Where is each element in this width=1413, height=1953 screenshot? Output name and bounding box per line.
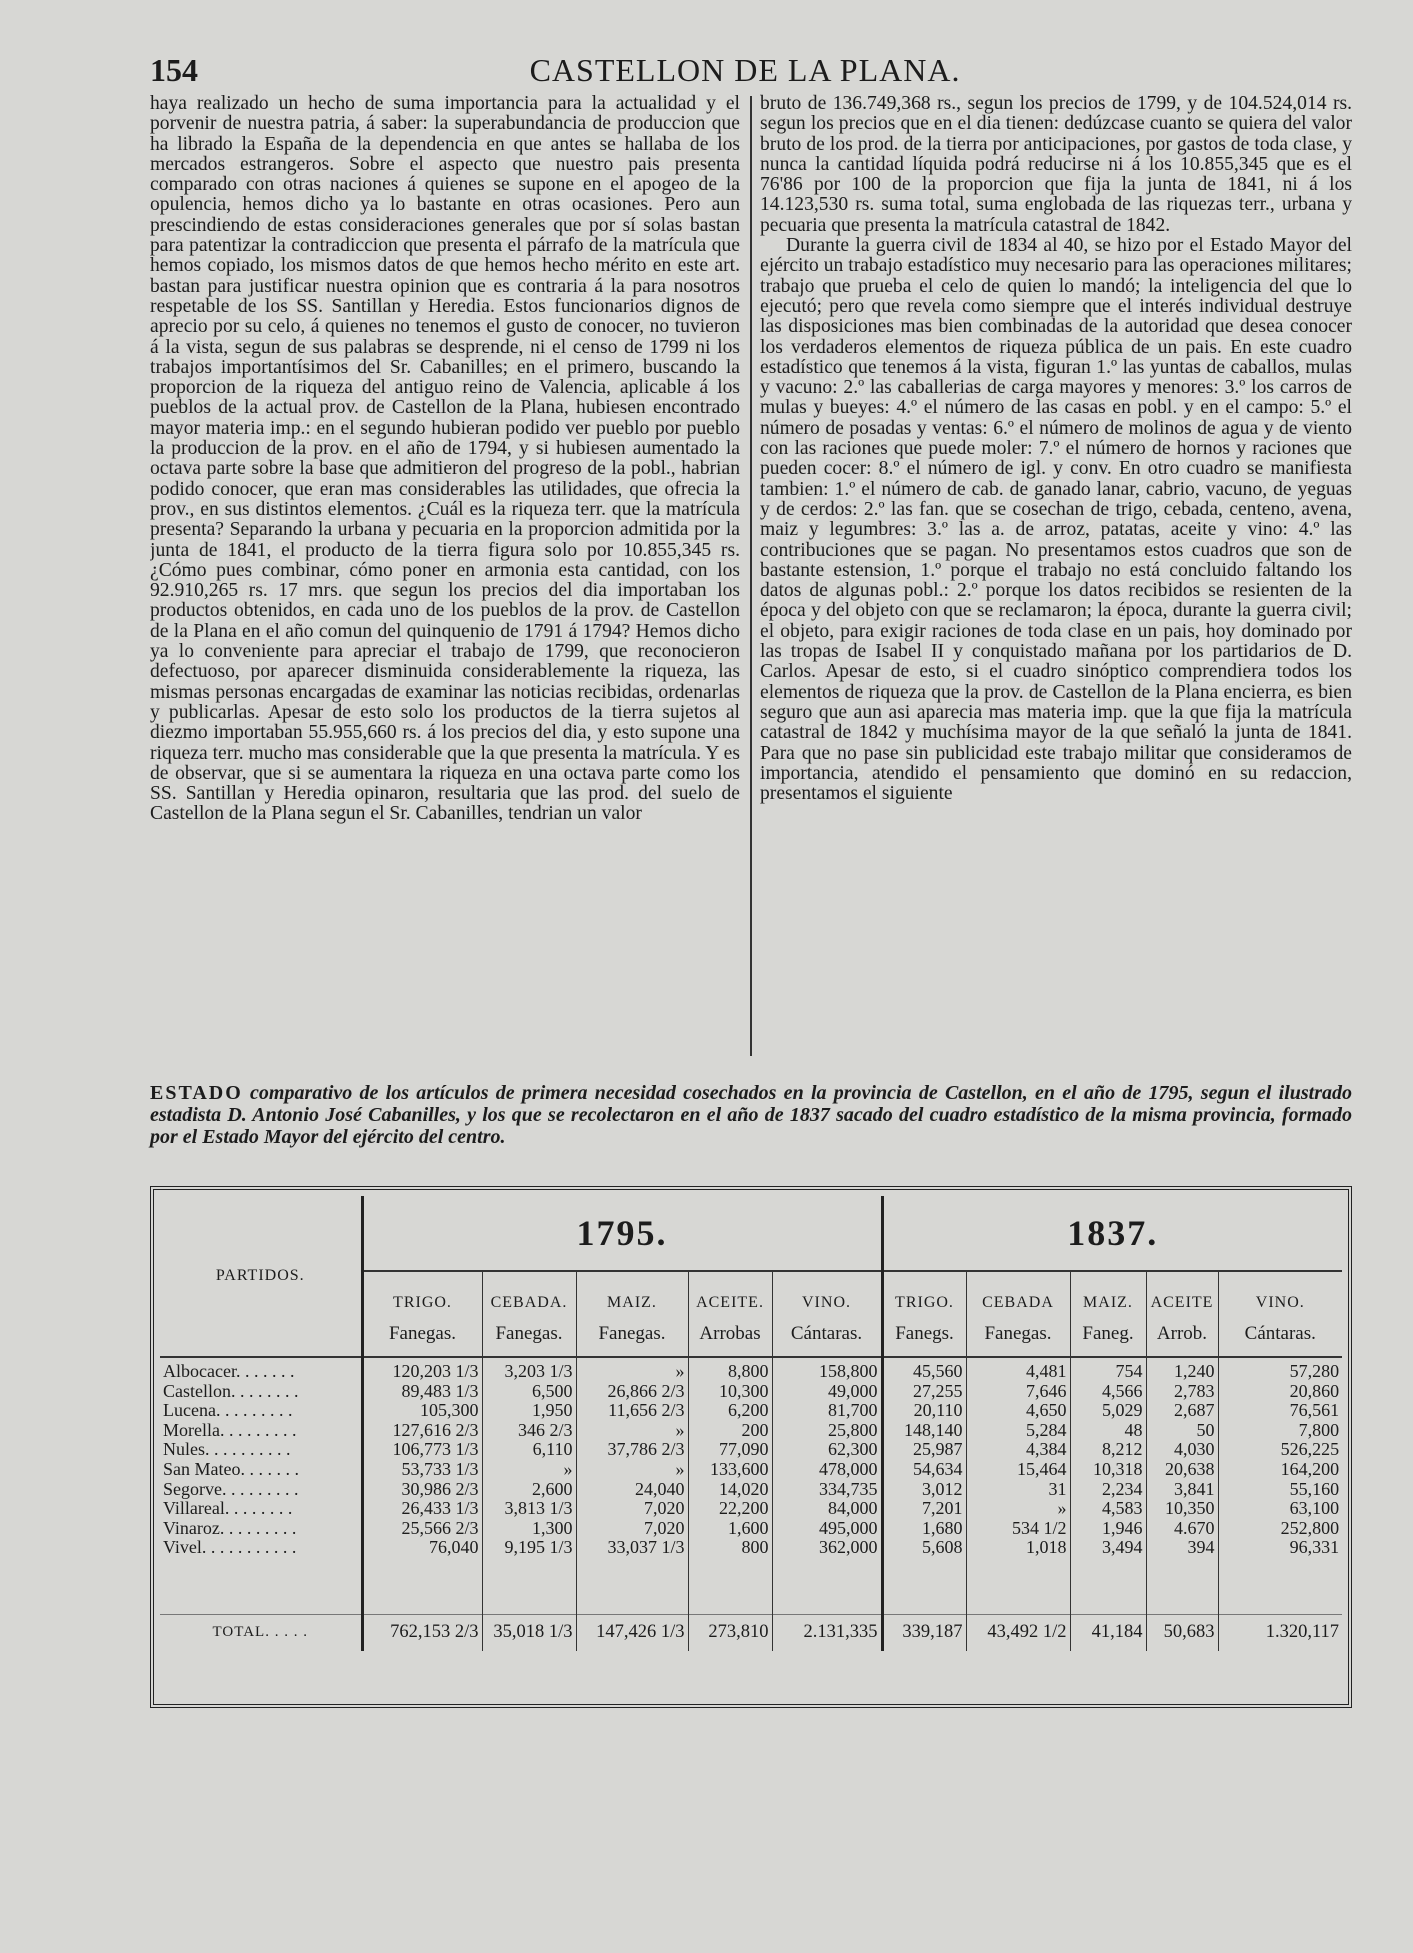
table-cell: 200 [688,1421,772,1441]
table-cell: 25,987 [882,1440,966,1460]
table-cell: 4,650 [966,1401,1070,1421]
crop-header: CEBADA [966,1271,1070,1312]
spacer-cell [966,1558,1070,1615]
unit-header: Arrobas [688,1312,772,1357]
table-cell: 4,481 [966,1357,1070,1382]
table-cell: 5,029 [1070,1401,1146,1421]
table-cell: 20,638 [1146,1460,1218,1480]
table-cell: 334,735 [772,1480,882,1500]
crop-header: MAIZ. [1070,1271,1146,1312]
page-number: 154 [150,52,198,88]
table-body [160,1357,1342,1651]
table-cell: 7,020 [576,1499,688,1519]
partido-name: Castellon. . . . . . . . [163,1381,299,1401]
table-cell: 7,201 [882,1499,966,1519]
spacer-cell [1070,1558,1146,1615]
table-cell: 7,646 [966,1382,1070,1402]
spacer-cell [882,1558,966,1615]
partido-name: Villareal. . . . . . . . [163,1499,293,1519]
table-cell: 27,255 [882,1382,966,1402]
table-cell: 76,561 [1218,1401,1342,1421]
table-title-lead: ESTADO [150,1082,243,1104]
table-cell: 35,018 1/3 [482,1614,576,1651]
table-cell: 33,037 1/3 [576,1538,688,1558]
table-cell: 96,331 [1218,1538,1342,1558]
statistics-table [160,1196,1342,1651]
spacer-cell [576,1558,688,1615]
table-cell: 50 [1146,1421,1218,1441]
table-row [160,1401,1342,1421]
table-cell: 3,813 1/3 [482,1499,576,1519]
table-cell: 1.320,117 [1218,1614,1342,1651]
unit-header: Fanegs. [882,1312,966,1357]
table-row [160,1519,1342,1539]
table-cell: 158,800 [772,1357,882,1382]
table-cell: 63,100 [1218,1499,1342,1519]
table-cell: 394 [1146,1538,1218,1558]
table-cell: 76,040 [362,1538,482,1558]
table-cell: 4,566 [1070,1382,1146,1402]
partidos-header: PARTIDOS. [160,1196,362,1357]
table-cell: 26,866 2/3 [576,1382,688,1402]
unit-header: Cántaras. [772,1312,882,1357]
table-cell: 10,318 [1070,1460,1146,1480]
table-cell: 273,810 [688,1614,772,1651]
table-cell: 8,800 [688,1357,772,1382]
right-text-column [760,94,1352,1058]
table-cell: 127,616 2/3 [362,1421,482,1441]
table-cell: 164,200 [1218,1460,1342,1480]
table-cell: 45,560 [882,1357,966,1382]
table-cell: 89,483 1/3 [362,1382,482,1402]
column-divider [750,96,752,1056]
table-cell: 148,140 [882,1421,966,1441]
table-cell: 54,634 [882,1460,966,1480]
table-cell: 133,600 [688,1460,772,1480]
table-cell: 22,200 [688,1499,772,1519]
table-cell: 106,773 1/3 [362,1440,482,1460]
table-cell: 41,184 [1070,1614,1146,1651]
year-1795-header: 1795. [362,1196,882,1271]
partido-name: San Mateo. . . . . . . [163,1459,299,1479]
unit-header: Fanegas. [482,1312,576,1357]
table-cell: 26,433 1/3 [362,1499,482,1519]
partido-name: TOTAL. . . . . [160,1614,362,1651]
left-paragraph-1: haya realizado un hecho de suma importancia para la actualidad y el porvenir de nuestra patria, á saber: la superabundancia de produccion que ha librado la España de la dependencia en que antes se hallaba de los mercados estrangeros. Sobre el aspecto que nuestro pais presenta comparado con otras naciones á quienes se supone en el apogeo de la opulencia, hemos dicho ya lo bastante en otras ocasiones. Pero aun prescindiendo de estas consideraciones generales que por sí solas bastan para patentizar la contradiccion que presenta el párrafo de la matrícula que hemos copiado, los mismos datos de que hemos hecho mérito en este art. bastan para justificar nuestra opinion que es contraria á la para nosotros respetable de los SS. Santillan y Heredia. Estos funcionarios dignos de aprecio por su celo, á quienes no tenemos el gusto de conocer, no tuvieron á la vista, segun de sus palabras se desprende, ni el censo de 1799 ni los trabajos importantísimos del Sr. Cabanilles; en el primero, buscando la proporcion de la riqueza del antiguo reino de Valencia, aplicable á los pueblos de la actual prov. de Castellon de la Plana, hubiesen encontrado mayor materia imp.: en el segundo hubieran podido ver pueblo por pueblo la produccion de la prov. en el año de 1794, y si hubiesen aumentado la octava parte sobre la base que admitieron del progreso de la pobl., habrian podido conocer, que eran mas considerables las utilidades, que ofrecia la prov., en sus distintos elementos. ¿Cuál es la riqueza terr. que la matrícula presenta? Separando la urbana y pecuaria en la proporcion admitida por la junta de 1841, el producto de la tierra figura solo por 10.855,345 rs. ¿Cómo pues combinar, cómo poner en armonia esta cantidad, con los 92.910,265 rs. 17 mrs. que segun los precios del dia importaban los productos obtenidos, en cada uno de los pueblos de la prov. de Castellon de la Plana en el año comun del quinquenio de 1791 á 1794? Hemos dicho ya lo conveniente para apreciar el trabajo de 1799, que reconocieron defectuoso, por aparecer disminuida considerablemente la riqueza, las mismas personas encargadas de examinar las noticias recibidas, ordenarlas y publicarlas. Apesar de esto solo los productos de la tierra sujetos al diezmo importaban 55.955,660 rs. á los precios del dia, y esto supone una riqueza terr. mucho mas considerable que la que presenta la matrícula. Y es de observar, que si se aumentara la riqueza en una octava parte como los SS. Santillan y Heredia opinaron, resultaria que las prod. del suelo de Castellon de la Plana segun el Sr. Cabanilles, tendrian un valor [150,94,740,825]
table-cell: 53,733 1/3 [362,1460,482,1480]
table-row [160,1440,1342,1460]
table-cell: 4,030 [1146,1440,1218,1460]
table-cell: 49,000 [772,1382,882,1402]
table-cell: 10,300 [688,1382,772,1402]
spacer-row [160,1558,1342,1615]
spacer-cell [688,1558,772,1615]
table-cell: 5,608 [882,1538,966,1558]
spacer-cell [482,1558,576,1615]
table-cell: » [576,1460,688,1480]
table-cell: 3,494 [1070,1538,1146,1558]
table-cell: 495,000 [772,1519,882,1539]
table-cell: 1,300 [482,1519,576,1539]
table-cell: 43,492 1/2 [966,1614,1070,1651]
table-row [160,1480,1342,1500]
table-cell: 2,783 [1146,1382,1218,1402]
table-cell: 25,566 2/3 [362,1519,482,1539]
spacer-cell [1218,1558,1342,1615]
crop-header: TRIGO. [362,1271,482,1312]
crop-header: ACEITE. [688,1271,772,1312]
table-cell: 7,800 [1218,1421,1342,1441]
table-cell: 252,800 [1218,1519,1342,1539]
table-cell: 800 [688,1538,772,1558]
table-cell: » [576,1421,688,1441]
table-cell: 14,020 [688,1480,772,1500]
left-text-column [150,94,740,1058]
partido-name: Morella. . . . . . . . . [163,1420,297,1440]
table-cell: 3,012 [882,1480,966,1500]
table-cell: 37,786 2/3 [576,1440,688,1460]
table-cell: 30,986 2/3 [362,1480,482,1500]
table-cell: » [576,1357,688,1382]
table-cell: 77,090 [688,1440,772,1460]
crop-header: ACEITE [1146,1271,1218,1312]
table-cell: 3,203 1/3 [482,1357,576,1382]
table-cell: 55,160 [1218,1480,1342,1500]
table-cell: 754 [1070,1357,1146,1382]
table-cell: 6,500 [482,1382,576,1402]
table-cell: 1,240 [1146,1357,1218,1382]
table-cell: 15,464 [966,1460,1070,1480]
table-cell: 362,000 [772,1538,882,1558]
total-row [160,1614,1342,1651]
right-paragraph-2: Durante la guerra civil de 1834 al 40, se hizo por el Estado Mayor del ejército un trabajo estadístico muy necesario para las operaciones militares; trabajo que prueba el celo de quien lo mandó; la inteligencia del que lo ejecutó; pero que revela como siempre que el interés individual destruye las disposiciones mas bien combinadas de la autoridad que desea conocer los verdaderos elementos de riqueza pública de un pais. En este cuadro estadístico que tenemos á la vista, figuran 1.º las yuntas de caballos, mulas y vacuno: 2.º las caballerias de carga mayores y menores: 3.º los carros de mulas y bueyes: 4.º el número de las casas en pobl. y en el campo: 5.º el número de posadas y ventas: 6.º el número de molinos de agua y de viento con las raciones que puede moler: 7.º el número de hornos y raciones que pueden cocer: 8.º el número de igl. y conv. En otro cuadro se manifiesta tambien: 1.º el número de cab. de ganado lanar, cabrio, vacuno, de yeguas y de cerdos: 2.º las fan. que se cosechan de trigo, cebada, centeno, avena, maiz y legumbres: 3.º las a. de arroz, patatas, aceite y vino: 4.º las contribuciones que se pagan. No presentamos estos cuadros que son de bastante estension, 1.º porque el trabajo no está concluido faltando los datos de algunas pobl.: 2.º porque los datos recibidos se resienten de la época y del objeto con que se reclamaron; la época, durante la guerra civil; el objeto, para exigir raciones de toda clase en un pais, hoy dominado por las tropas de Isabel II y conquistado mañana por los partidarios de D. Carlos. Apesar de esto, si el cuadro sinóptico comprendiera todos los elementos de riqueza que la prov. de Castellon de la Plana encierra, es bien seguro que aun asi aparecia mas materia imp. que la que fija la matrícula catastral de 1842 y muchísima mayor de la que señaló la junta de 1841. Para que no pase sin publicidad este trabajo militar que consideramos de importancia, atendido el pensamiento que dominó en su redaccion, presentamos el siguiente [760,235,1352,805]
table-cell: 4,583 [1070,1499,1146,1519]
table-row [160,1357,1342,1382]
table-cell: 20,860 [1218,1382,1342,1402]
partido-name: Lucena. . . . . . . . . [163,1401,293,1421]
crop-header: MAIZ. [576,1271,688,1312]
table-cell: 2,687 [1146,1401,1218,1421]
table-cell: 1,680 [882,1519,966,1539]
table-cell: 4.670 [1146,1519,1218,1539]
table-cell: 11,656 2/3 [576,1401,688,1421]
table-cell: 2.131,335 [772,1614,882,1651]
year-1837-header: 1837. [882,1196,1342,1271]
unit-header: Arrob. [1146,1312,1218,1357]
table-cell: 339,187 [882,1614,966,1651]
table-cell: » [482,1460,576,1480]
table-cell: 31 [966,1480,1070,1500]
table-cell: 762,153 2/3 [362,1614,482,1651]
table-cell: 6,200 [688,1401,772,1421]
table-cell: 50,683 [1146,1614,1218,1651]
table-row [160,1382,1342,1402]
table-cell: 526,225 [1218,1440,1342,1460]
partido-name: Vinaroz. . . . . . . . . [163,1518,297,1538]
unit-header: Cántaras. [1218,1312,1342,1357]
table-row [160,1460,1342,1480]
table-cell: 3,841 [1146,1480,1218,1500]
spacer-cell [362,1558,482,1615]
running-title: CASTELLON DE LA PLANA. [529,52,961,88]
table-row [160,1538,1342,1558]
table-cell: 81,700 [772,1401,882,1421]
table-cell: 534 1/2 [966,1519,1070,1539]
partido-name: Vivel. . . . . . . . . . . [163,1538,297,1558]
table-row [160,1421,1342,1441]
unit-header: Fanegas. [966,1312,1070,1357]
crop-header: VINO. [1218,1271,1342,1312]
crop-header: CEBADA. [482,1271,576,1312]
table-cell: 62,300 [772,1440,882,1460]
table-cell: 147,426 1/3 [576,1614,688,1651]
table-cell: 1,950 [482,1401,576,1421]
crop-header: VINO. [772,1271,882,1312]
table-cell: 9,195 1/3 [482,1538,576,1558]
table-cell: 2,600 [482,1480,576,1500]
spacer-cell [160,1558,362,1615]
unit-header: Faneg. [1070,1312,1146,1357]
table-cell: 120,203 1/3 [362,1357,482,1382]
right-paragraph-1: bruto de 136.749,368 rs., segun los precios de 1799, y de 104.524,014 rs. segun los precios que en el dia tienen: dedúzcase cuanto se quiera del valor bruto de los prod. de la tierra por anticipaciones, por gastos de toda clase, y nunca la cantidad líquida podrá reducirse ni á los 10.855,345 que es el 76'86 por 100 de la proporcion que fija la junta de 1841, ni á los 14.123,530 rs. suma total, suma englobada de las riquezas terr., urbana y pecuaria que presenta la matrícula catastral de 1842. [760,94,1352,236]
statistics-table-frame [150,1186,1352,1708]
table-cell: 84,000 [772,1499,882,1519]
table-cell: 24,040 [576,1480,688,1500]
table-cell: 8,212 [1070,1440,1146,1460]
table-cell: 1,946 [1070,1519,1146,1539]
table-cell: 5,284 [966,1421,1070,1441]
table-cell: 25,800 [772,1421,882,1441]
partido-name: Segorve. . . . . . . . . [163,1479,299,1499]
table-cell: 2,234 [1070,1480,1146,1500]
table-cell: » [966,1499,1070,1519]
spacer-cell [772,1558,882,1615]
year-header-row [160,1196,1342,1271]
table-cell: 6,110 [482,1440,576,1460]
partido-name: Albocacer. . . . . . . [163,1361,295,1381]
table-row [160,1499,1342,1519]
unit-header: Fanegas. [362,1312,482,1357]
table-cell: 48 [1070,1421,1146,1441]
spacer-cell [1146,1558,1218,1615]
table-cell: 4,384 [966,1440,1070,1460]
table-cell: 1,018 [966,1538,1070,1558]
table-title [150,1082,1352,1148]
table-cell: 10,350 [1146,1499,1218,1519]
unit-header: Fanegas. [576,1312,688,1357]
page-header [150,52,1340,96]
table-cell: 7,020 [576,1519,688,1539]
table-cell: 105,300 [362,1401,482,1421]
table-cell: 478,000 [772,1460,882,1480]
table-title-text: comparativo de los artículos de primera necesidad cosechados en la provincia de Castellon, en el año de 1795, segun el ilustrado estadista D. Antonio José Cabanilles, y los que se recolectaron en el año de 1837 sacado del cuadro estadístico de la misma provincia, formado por el Estado Mayor del ejército del centro. [150,1082,1353,1148]
partido-name: Nules. . . . . . . . . . [163,1440,291,1460]
table-cell: 20,110 [882,1401,966,1421]
table-cell: 57,280 [1218,1357,1342,1382]
table-cell: 1,600 [688,1519,772,1539]
crop-header: TRIGO. [882,1271,966,1312]
table-cell: 346 2/3 [482,1421,576,1441]
